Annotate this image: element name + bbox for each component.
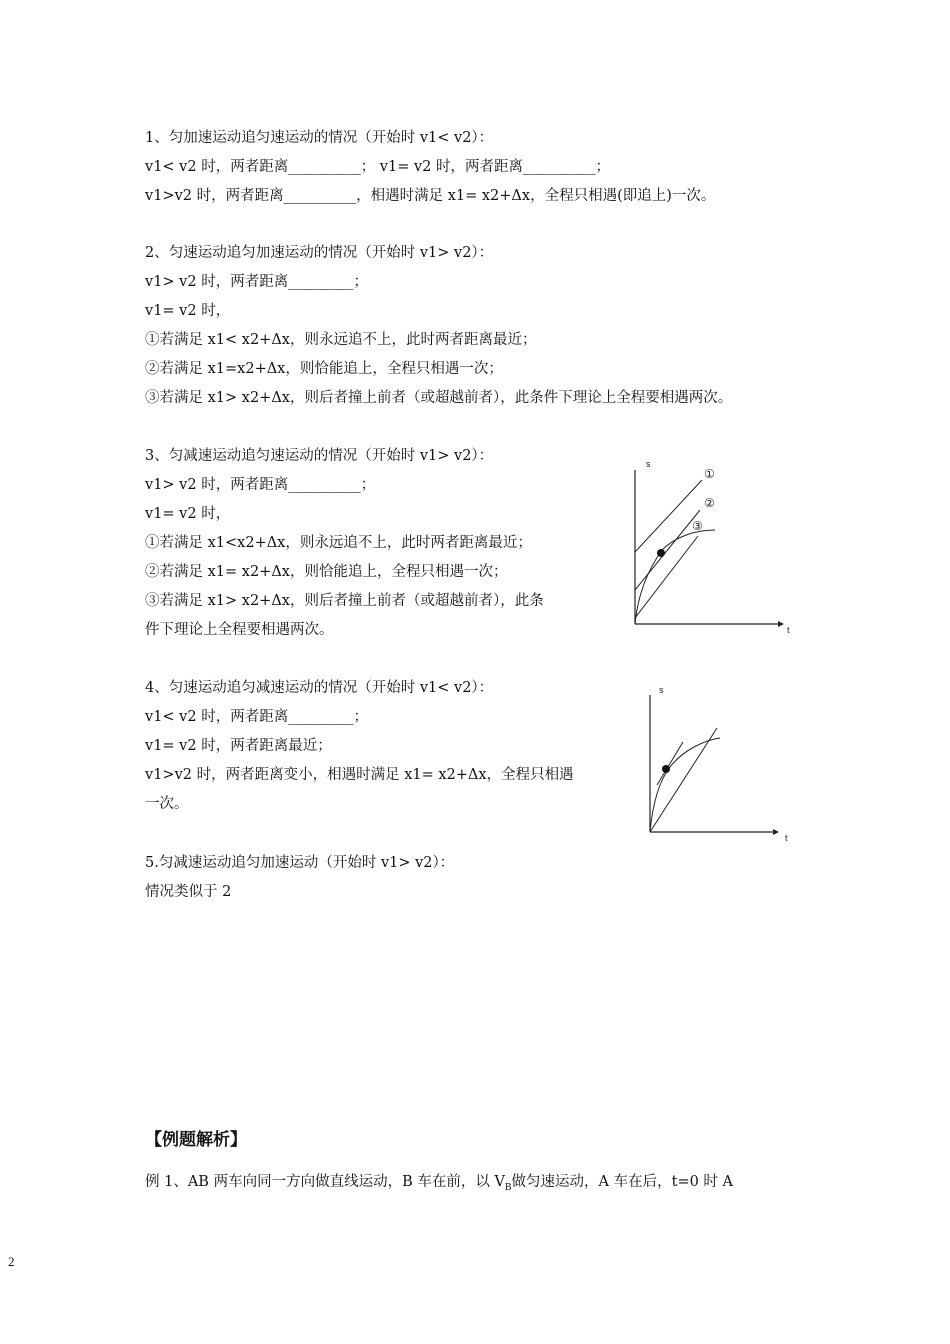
figure-st-graph-1	[620, 452, 800, 642]
example-line	[145, 1172, 733, 1198]
page-number: 2	[8, 1254, 15, 1269]
section3-title: 3、匀减速运动追匀速运动的情况（开始时 v1> v2）：	[145, 448, 494, 464]
section3-line5: ③若满足 x1> x2+Δx，则后者撞上前者（或超越前者），此条	[145, 593, 544, 609]
figure2-tangent-point	[662, 765, 670, 773]
figure2-axis-y-label: s	[659, 685, 664, 695]
figure2-curve	[650, 738, 720, 832]
figure1-label-1: ①	[704, 467, 715, 481]
section4-line1: v1< v2 时，两者距离_________；	[145, 709, 368, 725]
figure1-label-2: ②	[704, 496, 715, 510]
section4-line3: v1>v2 时，两者距离变小，相遇时满足 x1= x2+Δx，全程只相遇	[145, 767, 574, 783]
section1-line2: v1>v2 时，两者距离__________，相遇时满足 x1= x2+Δx，全程只相遇(即追上)一次。	[145, 188, 716, 204]
figure1-curve	[635, 530, 715, 624]
figure1-axis-y-label: s	[646, 459, 651, 469]
section4-line4: 一次。	[145, 796, 189, 812]
section2-line1: v1> v2 时，两者距离_________；	[145, 274, 368, 290]
section2-line5: ③若满足 x1> x2+Δx，则后者撞上前者（或超越前者），此条件下理论上全程要相遇两次。	[145, 390, 733, 406]
section3-line1: v1> v2 时，两者距离__________；	[145, 477, 376, 493]
figure1-x-arrow-icon	[778, 621, 784, 627]
section4-line2: v1= v2 时，两者距离最近；	[145, 738, 332, 754]
figure1-label-3: ③	[692, 519, 703, 533]
section1-line1: v1< v2 时，两者距离__________； v1= v2 时，两者距离__________；	[145, 159, 611, 175]
figure1-line-1	[635, 480, 702, 552]
figure1-tangent-point	[657, 549, 665, 557]
example-line-part-b: 做匀速运动，A 车在后，t=0 时 A	[511, 1174, 734, 1190]
section3-line2: v1= v2 时，	[145, 506, 231, 522]
section5-line1: 情况类似于 2	[145, 884, 232, 900]
section3-line3: ①若满足 x1<x2+Δx，则永远追不上，此时两者距离最近；	[145, 535, 532, 551]
figure2-axis-x-label: t	[785, 833, 788, 843]
section1-title: 1、匀加速运动追匀速运动的情况（开始时 v1< v2）：	[145, 130, 494, 146]
figure-st-graph-2	[635, 680, 805, 850]
section2-line2: v1= v2 时，	[145, 303, 231, 319]
section3-line6: 件下理论上全程要相遇两次。	[145, 622, 334, 638]
section4-title: 4、匀速运动追匀减速运动的情况（开始时 v1< v2）：	[145, 680, 494, 696]
example-line-part-a: 例 1、AB 两车向同一方向做直线运动，B 车在前，以 V	[145, 1174, 505, 1190]
example-heading: 【例题解析】	[145, 1130, 247, 1150]
section2-line4: ②若满足 x1=x2+Δx，则恰能追上，全程只相遇一次；	[145, 361, 503, 377]
section5-title: 5.匀减速运动追匀加速运动（开始时 v1> v2）：	[145, 855, 455, 871]
figure1-axis-x-label: t	[787, 625, 790, 635]
section2-title: 2、匀速运动追匀加速运动的情况（开始时 v1> v2）：	[145, 245, 494, 261]
section2-line3: ①若满足 x1< x2+Δx，则永远追不上，此时两者距离最近；	[145, 332, 537, 348]
figure2-line-tangent	[657, 742, 683, 785]
figure2-x-arrow-icon	[773, 829, 779, 835]
section3-line4: ②若满足 x1= x2+Δx，则恰能追上，全程只相遇一次；	[145, 564, 508, 580]
figure1-line-3	[635, 536, 698, 618]
example-subscript: B	[504, 1182, 512, 1193]
figure1-line-2	[635, 510, 700, 590]
